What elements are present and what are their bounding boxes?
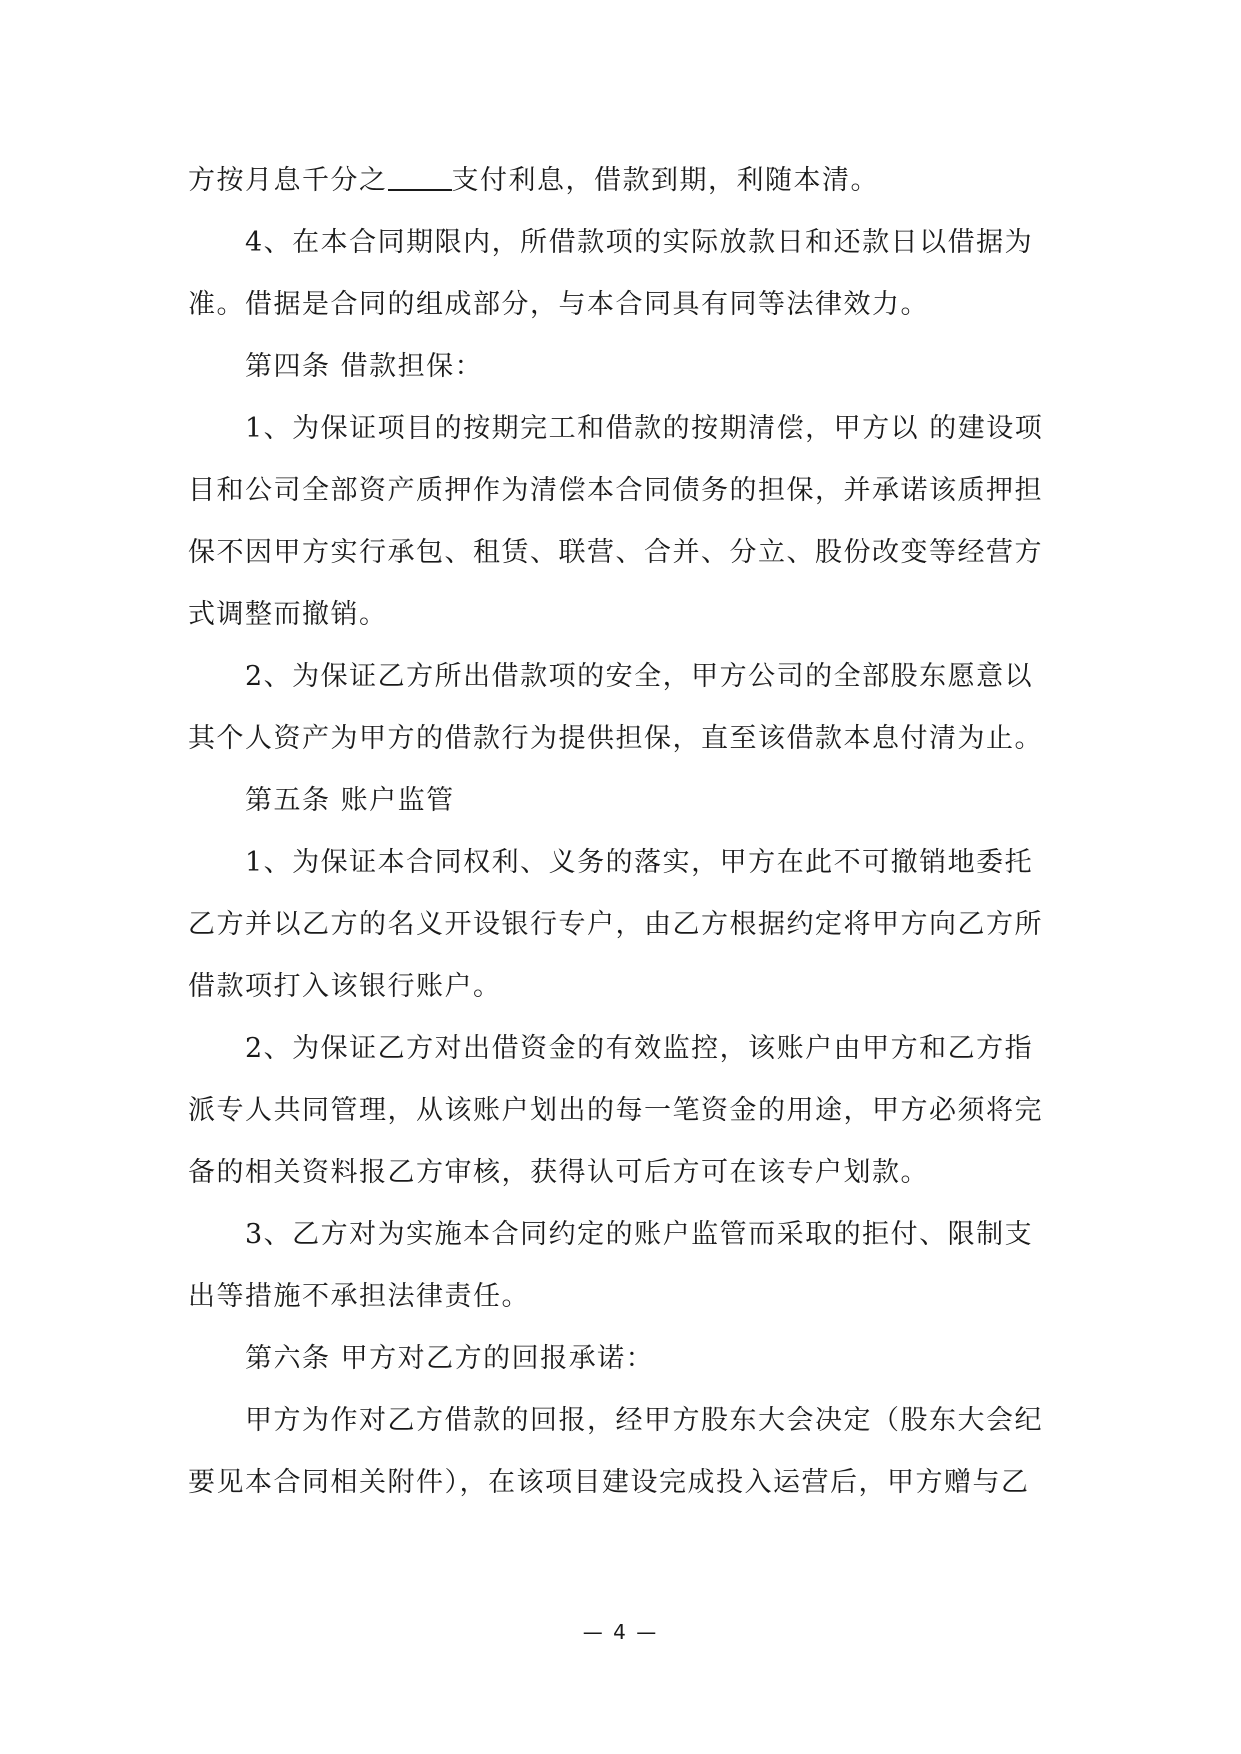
clause-5-2-cont-2: 备的相关资料报乙方审核，获得认可后方可在该专户划款。 [188, 1157, 929, 1188]
clause-5-2-cont-1: 派专人共同管理，从该账户划出的每一笔资金的用途，甲方必须将完 [188, 1095, 1043, 1126]
article-6-para-start: 甲方为作对乙方借款的回报，经甲方股东大会决定（股东大会纪 [245, 1405, 1043, 1436]
article-6-heading: 第六条 甲方对乙方的回报承诺： [245, 1343, 655, 1374]
document-body [188, 150, 1053, 1514]
clause-4-1-cont-1: 目和公司全部资产质押作为清偿本合同债务的担保，并承诺该质押担 [188, 475, 1043, 506]
clause-3-4-cont: 准。借据是合同的组成部分，与本合同具有同等法律效力。 [188, 289, 929, 320]
article-5-heading: 第五条 账户监管 [245, 785, 455, 816]
article-6-para-cont: 要见本合同相关附件），在该项目建设完成投入运营后，甲方赠与乙 [188, 1467, 1030, 1498]
article-4-heading: 第四条 借款担保： [245, 351, 484, 382]
fill-in-blank [388, 163, 452, 191]
clause-4-2-start: 2、为保证乙方所出借款项的安全，甲方公司的全部股东愿意以 [245, 661, 1034, 692]
line-text: 方按月息千分之 [188, 165, 388, 196]
clause-4-1-start: 1、为保证项目的按期完工和借款的按期清偿，甲方以 的建设项 [245, 413, 1044, 444]
clause-4-2-cont: 其个人资产为甲方的借款行为提供担保，直至该借款本息付清为止。 [188, 723, 1043, 754]
clause-4-1-cont-2: 保不因甲方实行承包、租赁、联营、合并、分立、股份改变等经营方 [188, 537, 1043, 568]
clause-5-1-cont-1: 乙方并以乙方的名义开设银行专户，由乙方根据约定将甲方向乙方所 [188, 909, 1043, 940]
clause-4-1-cont-3: 式调整而撤销。 [188, 599, 388, 630]
clause-5-1-cont-2: 借款项打入该银行账户。 [188, 971, 502, 1002]
page-number: — 4 — [582, 1620, 659, 1644]
line-text-after-blank: 支付利息，借款到期，利随本清。 [451, 165, 879, 196]
clause-5-3-cont: 出等措施不承担法律责任。 [188, 1281, 530, 1312]
clause-5-1-start: 1、为保证本合同权利、义务的落实，甲方在此不可撤销地委托 [245, 847, 1034, 878]
clause-3-4-start: 4、在本合同期限内，所借款项的实际放款日和还款日以借据为 [245, 227, 1034, 258]
clause-5-2-start: 2、为保证乙方对出借资金的有效监控，该账户由甲方和乙方指 [245, 1033, 1034, 1064]
clause-5-3-start: 3、乙方对为实施本合同约定的账户监管而采取的拒付、限制支 [245, 1219, 1034, 1250]
text-line-interest [188, 150, 1053, 212]
